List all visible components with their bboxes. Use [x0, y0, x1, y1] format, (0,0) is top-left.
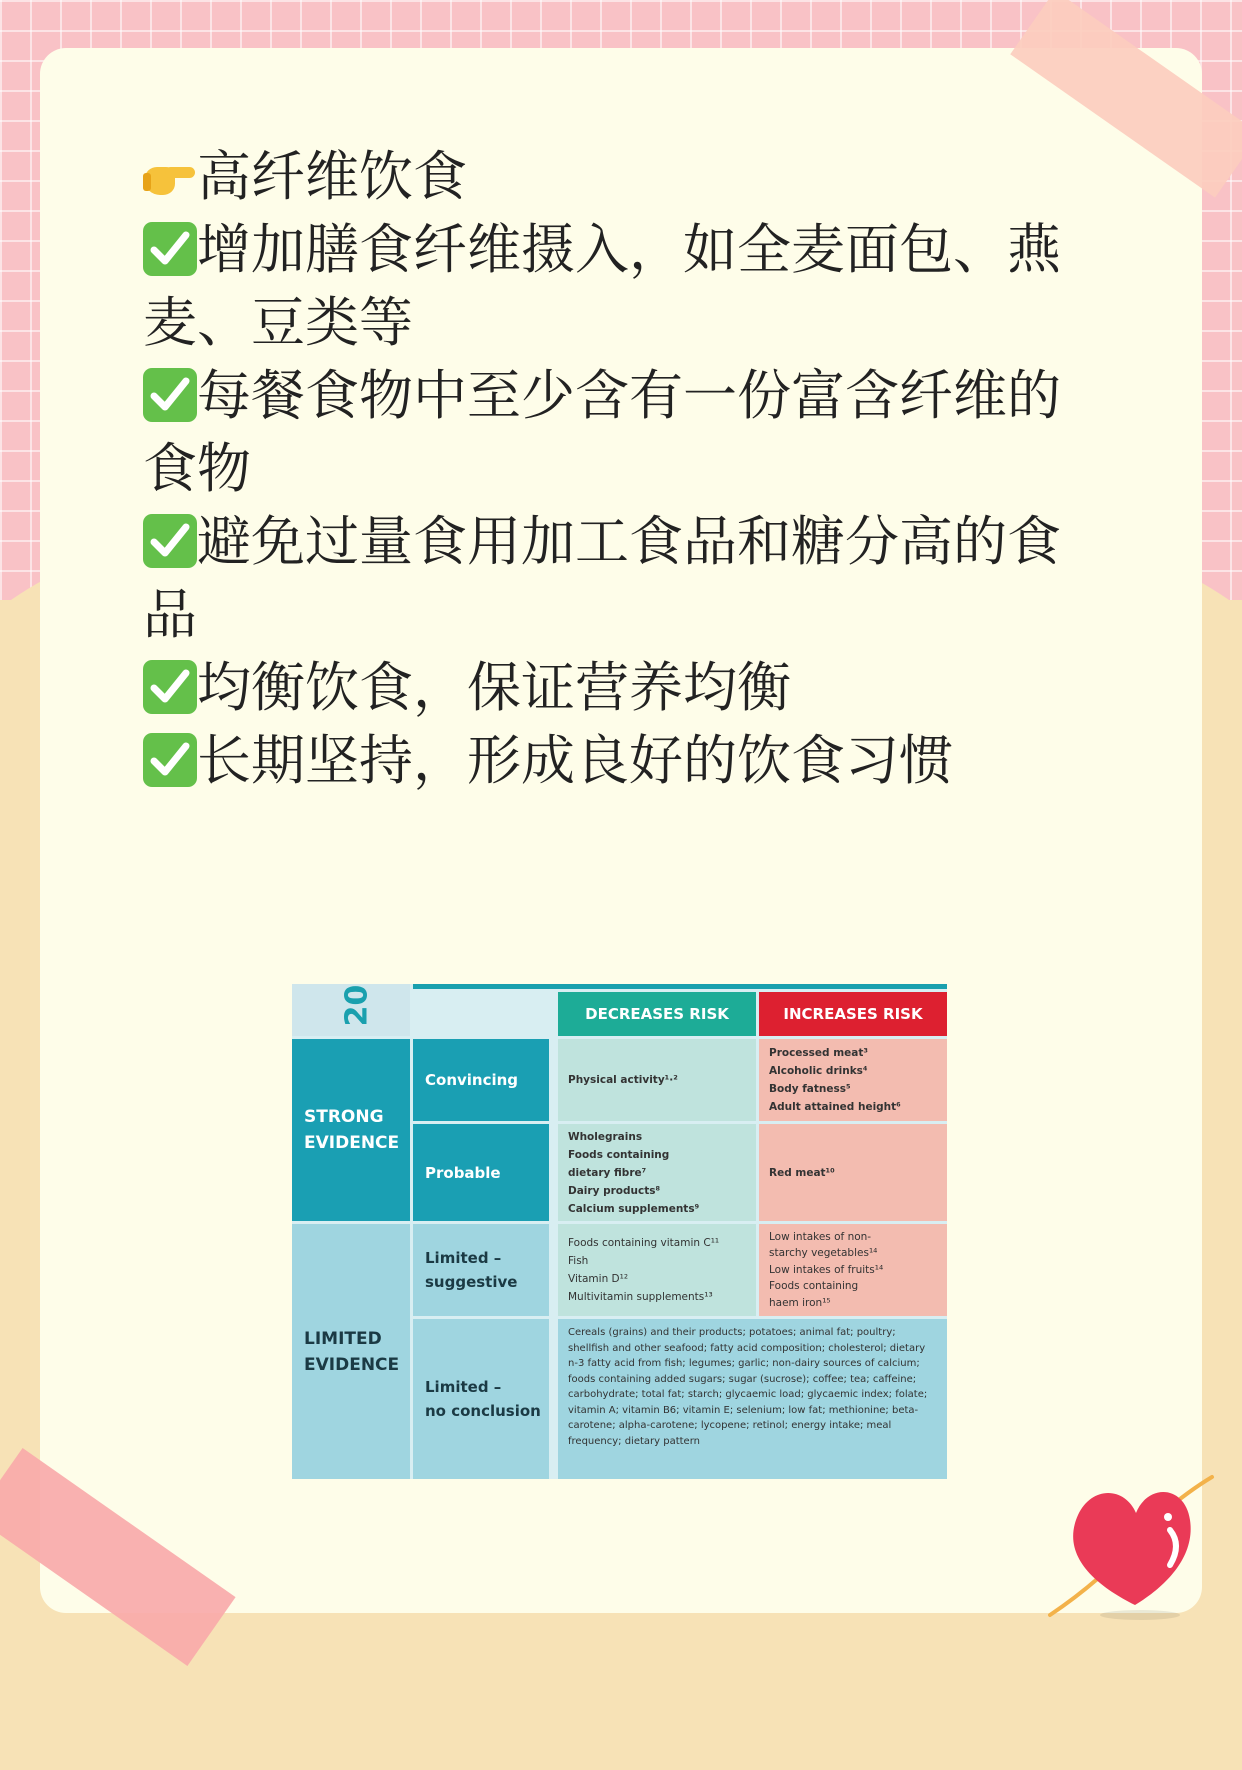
- level-limited-suggestive: Limited – suggestive: [413, 1224, 549, 1316]
- list-item: [143, 724, 1103, 797]
- list-item-text: 每餐食物中至少含有一份富含纤维的: [197, 364, 1061, 427]
- table-cell-no-conclusion: Cereals (grains) and their products; potatoes; animal fat; poultry; shellfish and other seafood; fatty acid composition; cholesterol; dietary n-3 fatty acid from fish; legumes; garlic; non-dairy sources of calcium; foods containing added sugars; sugar (sucrose); coffee; tea; caffeine; carbohydrate; total fat; starch; glycaemic load; glycaemic index; folate; vitamin A; vitamin B6; vitamin E; selenium; low fat; methionine; beta-carotene; alpha-carotene; lycopene; retinol; energy intake; meal frequency; dietary pattern: [558, 1319, 947, 1479]
- table-cell-increases: Low intakes of non- starchy vegetables¹⁴ Low intakes of fruits¹⁴ Foods containing haem iron¹⁵: [759, 1224, 947, 1316]
- level-probable: Probable: [413, 1124, 549, 1221]
- increases-risk-header: INCREASES RISK: [759, 992, 947, 1036]
- decreases-risk-header: DECREASES RISK: [558, 992, 756, 1036]
- year-label: 20: [292, 984, 410, 1036]
- note-title: [143, 140, 1103, 213]
- table-cell-decreases: Physical activity¹·²: [558, 1039, 756, 1121]
- pointing-hand-icon: [143, 149, 197, 203]
- list-item: [143, 651, 1103, 724]
- table-cell-increases: Processed meat³ Alcoholic drinks⁴ Body fatness⁵ Adult attained height⁶: [759, 1039, 947, 1121]
- note-text: [143, 140, 1103, 797]
- check-mark-icon: [143, 660, 197, 714]
- list-item-text: 长期坚持，形成良好的饮食习惯: [197, 729, 953, 792]
- table-cell-decreases: Wholegrains Foods containing dietary fibre⁷ Dairy products⁸ Calcium supplements⁹: [558, 1124, 756, 1221]
- table-header-row: [292, 984, 947, 1036]
- list-item-continued: 麦、豆类等: [143, 291, 413, 354]
- check-mark-icon: [143, 368, 197, 422]
- evidence-table-image: [292, 984, 947, 1479]
- check-mark-icon: [143, 222, 197, 276]
- list-item: [143, 213, 1103, 286]
- list-item: [143, 359, 1103, 432]
- list-item-continued: 品: [143, 583, 197, 646]
- list-item-text: 均衡饮食，保证营养均衡: [197, 656, 791, 719]
- list-item-continued: 食物: [143, 437, 251, 500]
- check-mark-icon: [143, 514, 197, 568]
- limited-evidence-label: LIMITED EVIDENCE: [292, 1224, 410, 1479]
- list-item-text: 增加膳食纤维摄入，如全麦面包、燕: [197, 218, 1061, 281]
- list-item-text: 避免过量食用加工食品和糖分高的食: [197, 510, 1061, 573]
- table-cell-decreases: Foods containing vitamin C¹¹ Fish Vitamin D¹² Multivitamin supplements¹³: [558, 1224, 756, 1316]
- level-convincing: Convincing: [413, 1039, 549, 1121]
- heart-icon: [1040, 1455, 1220, 1625]
- level-limited-no-conclusion: Limited – no conclusion: [413, 1319, 549, 1479]
- list-item: [143, 505, 1103, 578]
- table-cell-increases: Red meat¹⁰: [759, 1124, 947, 1221]
- strong-evidence-label: STRONG EVIDENCE: [292, 1039, 410, 1221]
- check-mark-icon: [143, 733, 197, 787]
- title-text: 高纤维饮食: [197, 145, 467, 208]
